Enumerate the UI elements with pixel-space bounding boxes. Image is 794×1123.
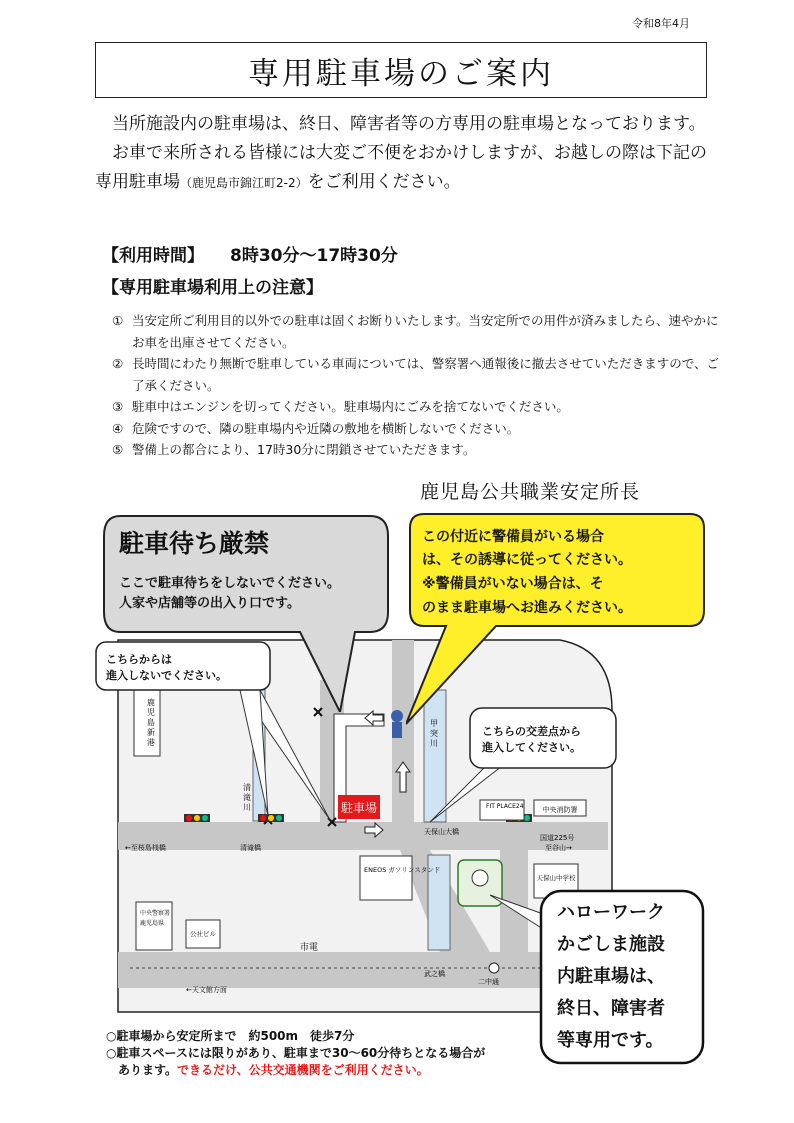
note-number: ③ (112, 399, 124, 414)
note-text: 駐車中はエンジンを切ってください。駐車場内にごみを捨てないでください。 (132, 399, 569, 414)
pref-label: 鹿児島県 (140, 920, 165, 927)
guard-icon (391, 710, 403, 722)
enter-callout (476, 714, 626, 756)
page-title: 専用駐車場のご案内 (248, 55, 554, 92)
intro-p2-text: お車で来所される皆様には大変ご不便をおかけしますが、お越しの際は下記の専用駐車場 (95, 143, 707, 192)
hours-value: 8時30分～17時30分 (230, 246, 398, 266)
route-label: 国道225号 (540, 834, 575, 842)
taniyama-label: 至谷山→ (545, 844, 572, 852)
school-label: 天保山中学校 (536, 874, 576, 882)
signature: 鹿児島公共職業安定所長 (420, 481, 641, 503)
parking-address: （鹿児島市錦江町2-2） (180, 176, 308, 190)
tenmonkan-label: ←天文館方面 (186, 986, 227, 994)
guard-line2: は、その誘導に従ってください。 (422, 552, 632, 568)
port-label: 鹿児島新港 (147, 698, 155, 747)
koutsuki-river-label: 甲突川 (430, 719, 438, 748)
footnote-capacity-end: あります。 (118, 1063, 178, 1077)
guard-body (392, 722, 402, 738)
no-entry-line2: 進入しないでください。 (106, 669, 227, 682)
police-label: 中央警察署 (140, 910, 171, 917)
note-item (112, 418, 722, 440)
footnotes (106, 1028, 485, 1079)
hellowork-line1: ハローワーク (557, 902, 665, 923)
note-item (112, 353, 722, 396)
no-entry-line1: こちらからは (106, 653, 172, 666)
notes-title: 【専用駐車場利用上の注意】 (102, 278, 323, 298)
hellowork-line2: かごしま施設 (557, 934, 665, 955)
enter-line1: こちらの交差点から (482, 725, 581, 738)
hours-label: 【利用時間】 (102, 246, 204, 266)
hellowork-line3: 内駐車場は、 (557, 966, 665, 987)
guard-line4: のまま駐車場へお進みください。 (422, 600, 632, 616)
takenohashi-label: 武之橋 (424, 970, 445, 978)
no-entry-callout (96, 644, 266, 684)
tram-road (118, 952, 608, 988)
seitaki-river-label: 清滝川 (243, 783, 251, 812)
no-waiting-bubble (103, 516, 386, 634)
nichu-label: 二中通 (478, 978, 499, 986)
title-box (95, 42, 707, 98)
footnote-distance: ○駐車場から安定所まで 約500m 徒歩7分 (106, 1029, 355, 1043)
hellowork-line4: 終日、障害者 (557, 998, 665, 1019)
fit-label: FIT PLACE24 (486, 803, 524, 810)
note-number: ② (112, 356, 124, 371)
no-waiting-line2: 人家や店舗等の出入り口です。 (119, 596, 300, 611)
note-text: 警備上の都合により、17時30分に閉鎖させていただきます。 (132, 442, 476, 457)
parking-label: 駐車場 (340, 801, 378, 815)
no-waiting-line1: ここで駐車待ちをしないでください。 (119, 576, 341, 591)
main-road (118, 822, 608, 850)
note-text: 危険ですので、隣の駐車場内や近隣の敷地を横断しないでください。 (132, 420, 520, 436)
note-text: 当安定所ご利用目的以外での駐車は固くお断りいたします。当安定所での用件が済みましたら、速やかにお車を出庫させてください。 (132, 313, 719, 350)
note-item (112, 439, 722, 461)
guard-line3: ※警備員がいない場合は、そ (422, 576, 604, 592)
seitaki-bridge-label: 清滝橋 (240, 844, 261, 852)
intro-paragraph-1: 当所施設内の駐車場は、終日、障害者等の方専用の駐車場となっております。 (112, 114, 706, 134)
footnote-capacity-cont (106, 1062, 485, 1079)
intro-text (95, 110, 710, 198)
footnote-capacity: ○駐車スペースには限りがあり、駐車まで30～60分待ちとなる場合が (106, 1046, 486, 1060)
notes-list (112, 310, 722, 461)
footnote-transit-request: できるだけ、公共交通機関をご利用ください。 (177, 1063, 429, 1077)
hellowork-line5: 等専用です。 (557, 1030, 664, 1051)
note-number: ① (112, 313, 124, 328)
intro-p2-end: をご利用ください。 (307, 172, 461, 192)
intro-paragraph-2 (95, 139, 710, 198)
fire-label: 中央消防署 (542, 806, 578, 814)
note-text: 長時間にわたり無断で駐車している車両については、警察署へ通報後に撤去させていただきますので、ご了承ください。 (132, 356, 720, 393)
tram-label: 市電 (300, 943, 319, 953)
no-waiting-title: 駐車待ち厳禁 (119, 529, 270, 558)
tram-stop-icon (489, 963, 499, 973)
note-number: ④ (112, 420, 124, 436)
eneos-building (360, 856, 412, 900)
note-item (112, 396, 722, 418)
eneos-label: ENEOS ガソリンスタンド (364, 866, 441, 874)
guard-bubble (410, 515, 704, 627)
note-item (112, 310, 722, 353)
hours-line (102, 241, 398, 266)
sakurajima-label: ←至桜島桟橋 (125, 844, 166, 852)
note-number: ⑤ (112, 442, 124, 457)
tenpozan-bridge-label: 天保山大橋 (424, 828, 459, 836)
hellowork-callout (557, 897, 687, 1057)
enter-line2: 進入してください。 (482, 741, 581, 754)
issue-date: 令和8年4月 (632, 17, 690, 30)
guard-line1: この付近に警備員がいる場合 (422, 529, 604, 545)
public-building-label: 公社ビル (190, 930, 216, 938)
